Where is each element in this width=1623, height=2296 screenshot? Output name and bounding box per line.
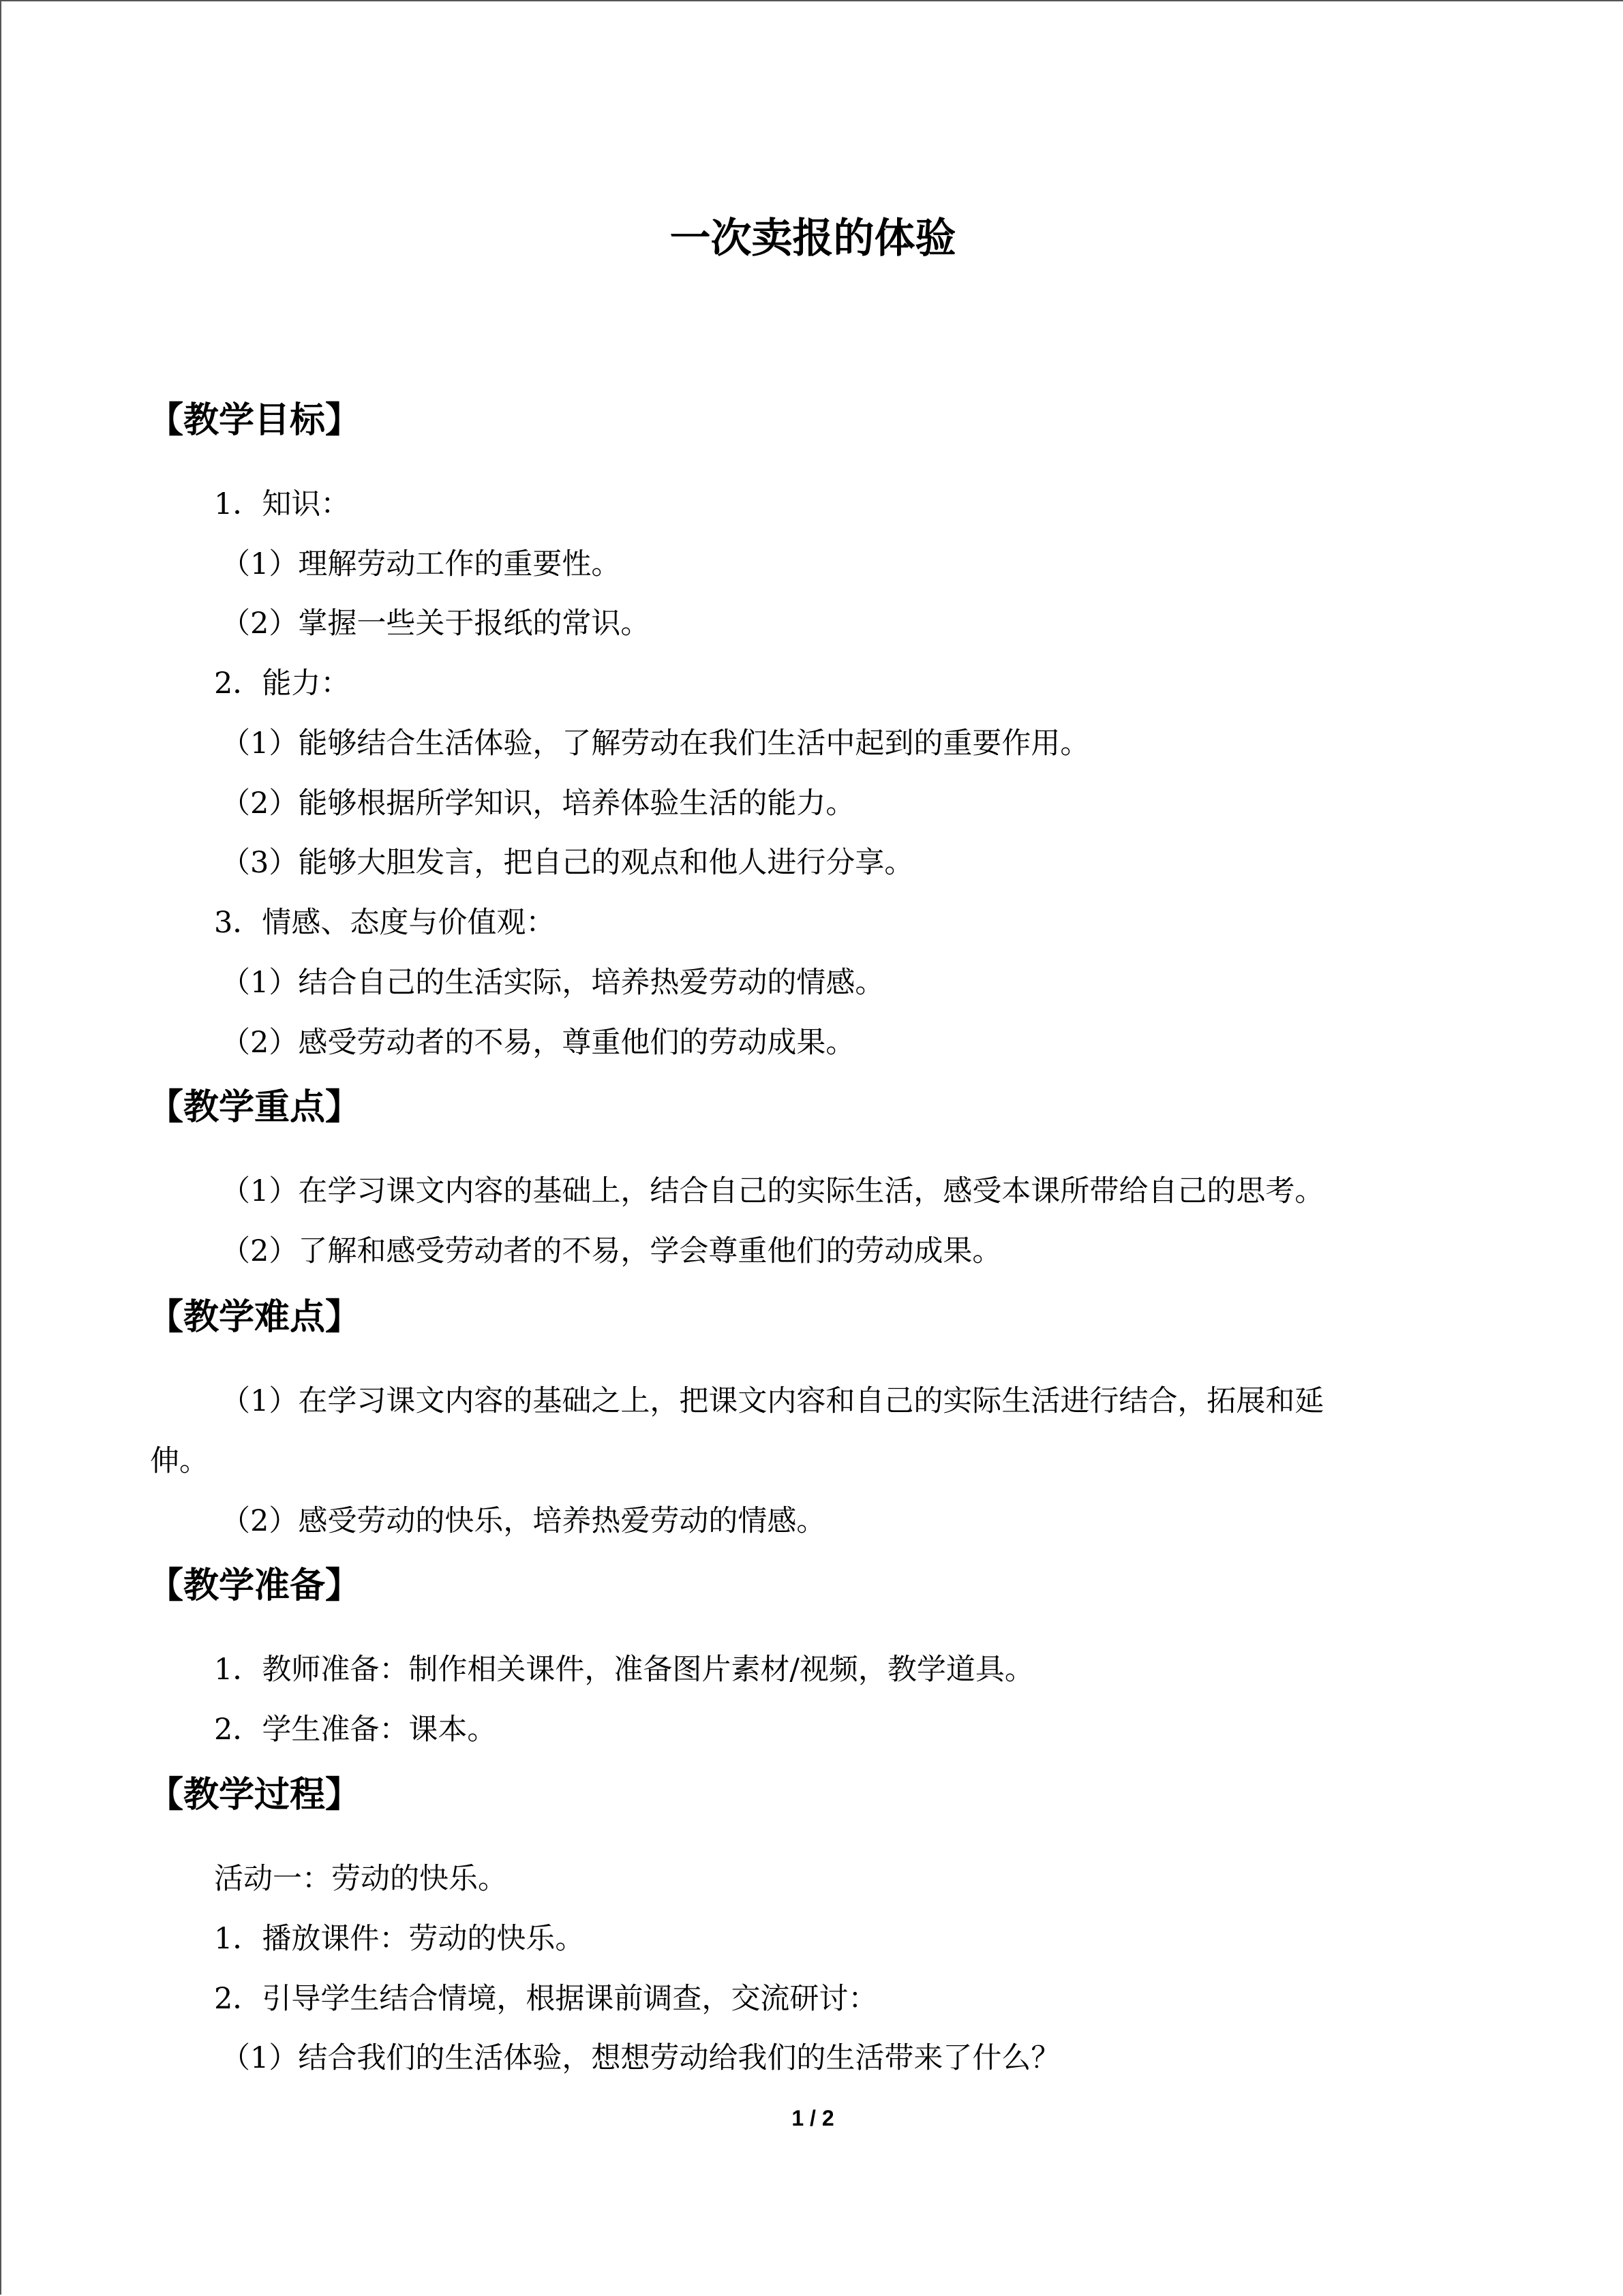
goals-line: （2）能够根据所学知识，培养体验生活的能力。 [221,786,855,821]
goals-line: （2）感受劳动者的不易，尊重他们的劳动成果。 [221,1026,855,1060]
process-line: （1）结合我们的生活体验，想想劳动给我们的生活带来了什么？ [221,2041,1061,2075]
key-points-line: （1）在学习课文内容的基础上，结合自己的实际生活，感受本课所带给自己的思考。 [221,1174,1324,1208]
goals-line: （1）能够结合生活体验，了解劳动在我们生活中起到的重要作用。 [221,726,1090,761]
goals-line: （2）掌握一些关于报纸的常识。 [221,607,650,641]
process-line: 活动一：劳动的快乐。 [214,1862,507,1896]
section-heading-preparation: 【教学准备】 [148,1565,361,1606]
goals-line: 2．能力： [214,667,350,701]
process-line: 1．播放课件：劳动的快乐。 [214,1922,585,1956]
difficulties-line: （2）感受劳动的快乐，培养热爱劳动的情感。 [221,1504,826,1538]
preparation-line: 2．学生准备：课本。 [214,1713,497,1747]
goals-line: （1）结合自己的生活实际，培养热爱劳动的情感。 [221,966,885,1000]
section-heading-key-points: 【教学重点】 [148,1087,361,1128]
process-line: 2．引导学生结合情境，根据课前调查，交流研讨： [214,1982,878,2016]
page-number: 1 / 2 [791,2106,834,2130]
goals-line: 3．情感、态度与价值观： [214,906,556,940]
goals-line: （3）能够大胆发言，把自己的观点和他人进行分享。 [221,846,914,880]
difficulties-line: （1）在学习课文内容的基础之上，把课文内容和自己的实际生活进行结合，拓展和延 [221,1384,1324,1418]
goals-line: （1）理解劳动工作的重要性。 [221,547,621,581]
preparation-line: 1．教师准备：制作相关课件，准备图片素材/视频，教学道具。 [214,1653,1034,1687]
difficulties-line: 伸。 [150,1444,209,1478]
section-heading-process: 【教学过程】 [148,1775,361,1816]
section-heading-goals: 【教学目标】 [148,400,361,441]
document-title: 一次卖报的体验 [669,215,956,262]
document-page [1,1,1623,2296]
key-points-line: （2）了解和感受劳动者的不易，学会尊重他们的劳动成果。 [221,1234,1002,1268]
section-heading-difficulties: 【教学难点】 [148,1297,361,1338]
goals-line: 1．知识： [214,487,350,521]
